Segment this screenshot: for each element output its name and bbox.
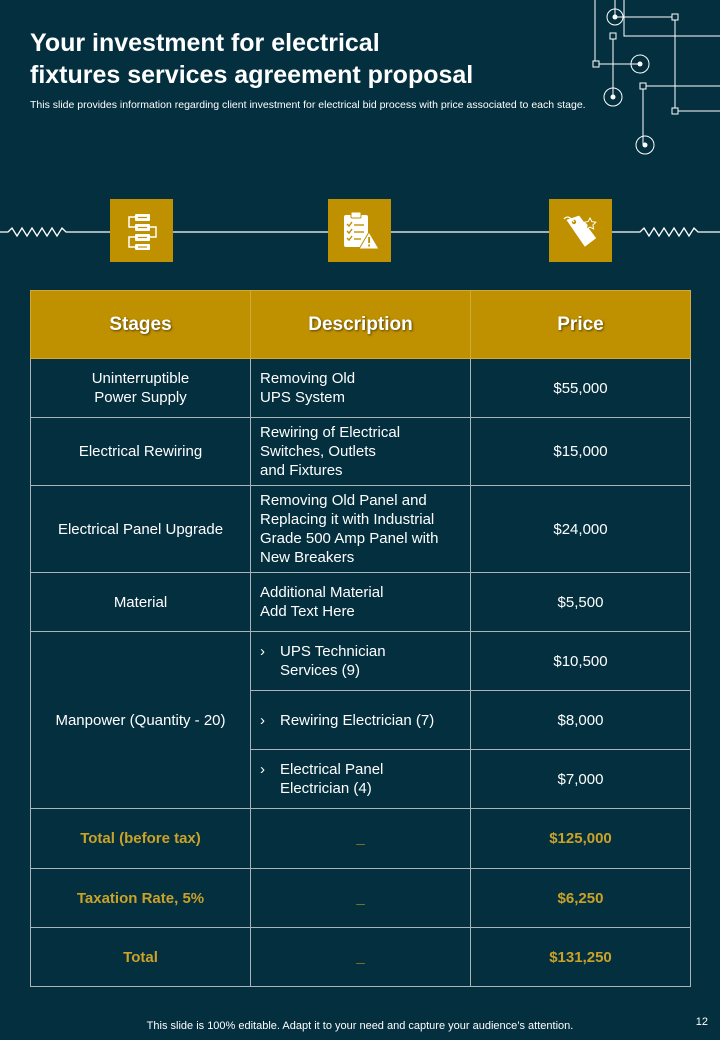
description-text: Electrical Panel Electrician (4) xyxy=(280,761,384,797)
description-cell xyxy=(251,632,471,691)
stage-icon-box-3 xyxy=(549,199,612,262)
bullet-chevron: › xyxy=(260,643,265,660)
price-cell: $24,000 xyxy=(471,486,691,573)
process-flow-icon xyxy=(121,210,163,252)
description-cell xyxy=(251,691,471,750)
total-price: $131,250 xyxy=(471,928,691,987)
price-cell: $5,500 xyxy=(471,573,691,632)
total-label: Total (before tax) xyxy=(31,809,251,869)
page-subtitle: This slide provides information regarding client investment for electrical bid process with price associated to each stage. xyxy=(30,99,586,111)
total-label: Total xyxy=(31,928,251,987)
stage-icon-box-2 xyxy=(328,199,391,262)
description-cell: Additional Material Add Text Here xyxy=(251,573,471,632)
table-header-row xyxy=(31,291,691,359)
bullet-chevron: › xyxy=(260,711,265,729)
total-description: _ xyxy=(251,928,471,987)
description-text: UPS Technician Services (9) xyxy=(280,643,386,679)
price-cell: $15,000 xyxy=(471,418,691,486)
total-description: _ xyxy=(251,869,471,928)
price-cell: $55,000 xyxy=(471,359,691,418)
investment-table xyxy=(30,290,691,987)
header-description: Description xyxy=(251,291,471,359)
stage-cell: Material xyxy=(31,573,251,632)
header-price: Price xyxy=(471,291,691,359)
table-row xyxy=(31,486,691,573)
stage-icon-box-1 xyxy=(110,199,173,262)
table-row xyxy=(31,418,691,486)
bullet-chevron: › xyxy=(260,761,265,778)
page-number: 12 xyxy=(695,1016,708,1028)
total-price: $6,250 xyxy=(471,869,691,928)
stage-cell: Uninterruptible Power Supply xyxy=(31,359,251,418)
total-label: Taxation Rate, 5% xyxy=(31,869,251,928)
title-line-2: fixtures services agreement proposal xyxy=(30,61,474,89)
manpower-stage-cell: Manpower (Quantity - 20) xyxy=(31,632,251,809)
circuit-decoration-icon xyxy=(585,0,720,160)
table-row xyxy=(31,632,691,691)
page-title xyxy=(30,27,550,91)
price-tag-icon xyxy=(560,210,602,252)
description-text: Rewiring Electrician (7) xyxy=(280,711,435,729)
stage-cell: Electrical Panel Upgrade xyxy=(31,486,251,573)
description-cell: Removing Old UPS System xyxy=(251,359,471,418)
description-cell: Removing Old Panel and Replacing it with Industrial Grade 500 Amp Panel with New Breakers xyxy=(251,486,471,573)
price-cell: $8,000 xyxy=(471,691,691,750)
header-stages: Stages xyxy=(31,291,251,359)
stage-cell: Electrical Rewiring xyxy=(31,418,251,486)
table-row xyxy=(31,573,691,632)
price-cell: $7,000 xyxy=(471,750,691,809)
total-row xyxy=(31,869,691,928)
footer-note: This slide is 100% editable. Adapt it to your need and capture your audience’s attention. xyxy=(146,1020,574,1032)
total-description: _ xyxy=(251,809,471,869)
total-row xyxy=(31,928,691,987)
total-price: $125,000 xyxy=(471,809,691,869)
price-cell: $10,500 xyxy=(471,632,691,691)
description-cell xyxy=(251,750,471,809)
description-cell: Rewiring of Electrical Switches, Outlets and Fixtures xyxy=(251,418,471,486)
total-row xyxy=(31,809,691,869)
title-line-1: Your investment for electrical xyxy=(30,29,380,57)
table-row xyxy=(31,359,691,418)
checklist-warning-icon xyxy=(339,210,381,252)
